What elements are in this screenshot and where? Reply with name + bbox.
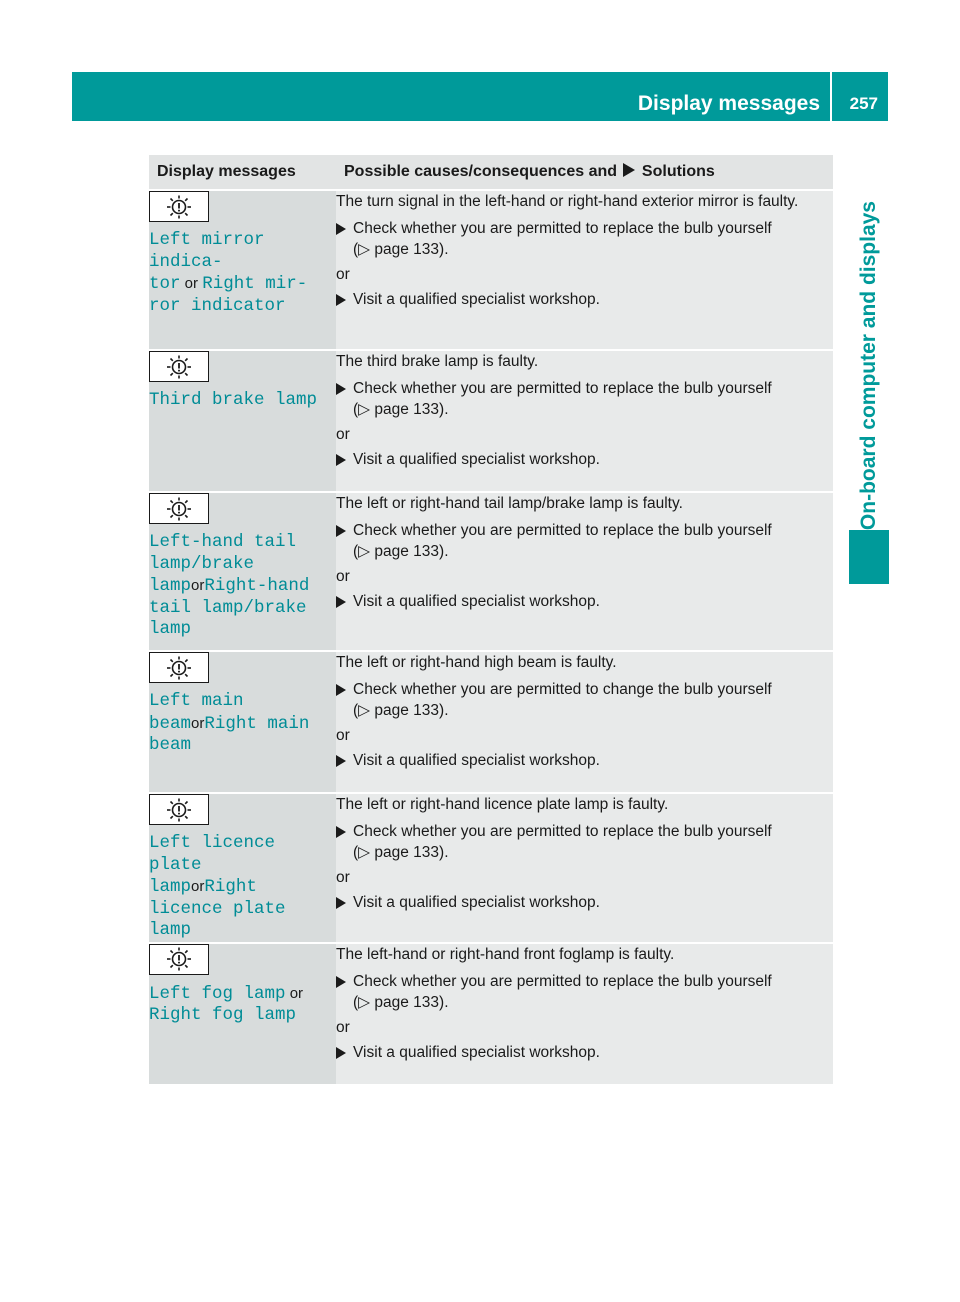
page-reference: (▷ page 133). [353,993,449,1011]
or-separator: or [336,1018,350,1036]
arrow-right-icon [336,596,346,608]
page-reference: (▷ page 133). [353,401,449,418]
arrow-right-icon [623,163,635,177]
or-separator: or [336,426,350,443]
solution-step-2 [336,892,833,913]
arrow-right-icon [336,684,346,696]
display-message-text [149,983,336,1027]
page-reference: (▷ page 133). [353,844,449,861]
table-row [149,943,833,1085]
display-message-text [149,390,336,412]
or-separator: or [336,869,350,886]
or-separator: or [336,568,350,585]
table-header-row [149,155,833,190]
bulb-warning-icon [149,493,209,524]
cause-text: The left or right-hand tail lamp/brake lamp is faulty. [336,495,683,512]
column-header-display-messages: Display messages [149,155,336,190]
solution-step-1-text: Check whether you are permitted to replace the bulb yourself [353,823,772,840]
solution-step-2 [336,449,833,470]
display-message-text [149,532,336,641]
display-message-cell [149,190,336,350]
table-row [149,793,833,943]
cause-text: The third brake lamp is faulty. [336,353,539,370]
solutions-cell [336,651,833,793]
solution-step-1 [336,218,833,260]
display-message-part: Right-hand tail lamp/brake lamp [149,576,310,639]
solutions-cell [336,793,833,943]
or-separator: or [336,266,350,283]
display-message-part: Right fog lamp [149,1005,297,1025]
solution-step-2 [336,750,833,771]
display-message-part: Right mir- ror indicator [149,274,308,316]
display-message-part: Right licence plate lamp [149,877,286,940]
page-reference: (▷ page 133). [353,241,449,258]
bulb-warning-icon-glyph [164,355,194,379]
solutions-cell [336,190,833,350]
solution-step-1 [336,520,833,562]
table-row [149,350,833,492]
bulb-warning-icon-glyph [164,798,194,822]
side-tab-marker [849,530,889,584]
or-connector: or [285,984,304,1002]
cause-text: The left-hand or right-hand front foglamp is faulty. [336,945,675,963]
or-connector: or [191,878,205,895]
bulb-warning-icon-glyph [164,656,194,680]
solution-step-1-text: Check whether you are permitted to change the bulb yourself [353,681,772,698]
column-header-solutions-suffix: Solutions [641,163,715,180]
display-message-cell [149,492,336,651]
solution-step-1 [336,378,833,420]
side-tab-label: On-board computer and displays [857,200,880,530]
solution-step-1 [336,821,833,863]
solution-step-2-text: Visit a qualified specialist workshop. [353,894,600,911]
solution-step-2-text: Visit a qualified specialist workshop. [353,1043,600,1061]
bulb-warning-icon-glyph [164,947,194,971]
solution-step-2 [336,1042,833,1063]
solution-step-2-text: Visit a qualified specialist workshop. [353,752,600,769]
arrow-right-icon [336,294,346,306]
or-connector: or [191,577,205,594]
bulb-warning-icon [149,191,209,222]
solution-step-1-text: Check whether you are permitted to replace the bulb yourself [353,972,772,990]
or-connector: or [191,714,205,732]
solution-step-2 [336,591,833,612]
solution-step-2-text: Visit a qualified specialist workshop. [353,593,600,610]
table-row [149,190,833,350]
header-bar [72,72,888,121]
solution-step-1-text: Check whether you are permitted to replace the bulb yourself [353,220,772,237]
header-divider [830,72,832,121]
display-message-part: Left-hand tail lamp/brake lamp [149,532,297,596]
display-message-part: Left mirror indica- tor [149,230,265,294]
solution-step-1 [336,971,833,1013]
display-messages-table [149,155,833,1086]
display-message-part: Left licence plate lamp [149,833,276,897]
bulb-warning-icon-glyph [164,497,194,521]
solution-step-1-text: Check whether you are permitted to replace the bulb yourself [353,522,772,539]
display-message-text [149,691,336,757]
solutions-cell [336,350,833,492]
display-message-part: Third brake lamp [149,390,318,410]
arrow-right-icon [336,383,346,395]
bulb-warning-icon [149,944,209,975]
solutions-cell [336,943,833,1085]
table-row [149,651,833,793]
bulb-warning-icon [149,652,209,683]
arrow-right-icon [336,454,346,466]
cause-text: The left or right-hand licence plate lamp is faulty. [336,796,669,813]
arrow-right-icon [336,755,346,767]
display-message-cell [149,350,336,492]
solution-step-2-text: Visit a qualified specialist workshop. [353,451,600,468]
table-row [149,492,833,651]
page-reference: (▷ page 133). [353,702,449,719]
arrow-right-icon [336,1047,346,1059]
display-message-part: Left fog lamp [149,983,286,1004]
arrow-right-icon [336,897,346,909]
display-message-cell [149,651,336,793]
bulb-warning-icon [149,794,209,825]
or-connector: or [180,275,203,292]
display-message-text [149,230,336,317]
column-header-solutions-text: Possible causes/consequences and [344,163,618,180]
solution-step-1 [336,679,833,721]
bulb-warning-icon-glyph [164,195,194,219]
display-message-text [149,833,336,942]
column-header-solutions [336,155,833,190]
cause-text: The left or right-hand high beam is faulty. [336,654,617,671]
arrow-right-icon [336,826,346,838]
solution-step-1-text: Check whether you are permitted to replace the bulb yourself [353,380,772,397]
bulb-warning-icon [149,351,209,382]
page-reference: (▷ page 133). [353,543,449,560]
solution-step-2-text: Visit a qualified specialist workshop. [353,291,600,308]
display-message-cell [149,793,336,943]
solutions-cell [336,492,833,651]
page-section-title: Display messages [637,92,820,115]
display-message-cell [149,943,336,1085]
page-number: 257 [849,94,878,113]
or-separator: or [336,727,350,744]
arrow-right-icon [336,525,346,537]
cause-text: The turn signal in the left-hand or right-hand exterior mirror is faulty. [336,193,799,210]
arrow-right-icon [336,223,346,235]
arrow-right-icon [336,976,346,988]
display-message-part: Right main beam [149,713,310,755]
side-tab [849,130,889,530]
solution-step-2 [336,289,833,310]
display-message-part: Left main beam [149,691,244,734]
